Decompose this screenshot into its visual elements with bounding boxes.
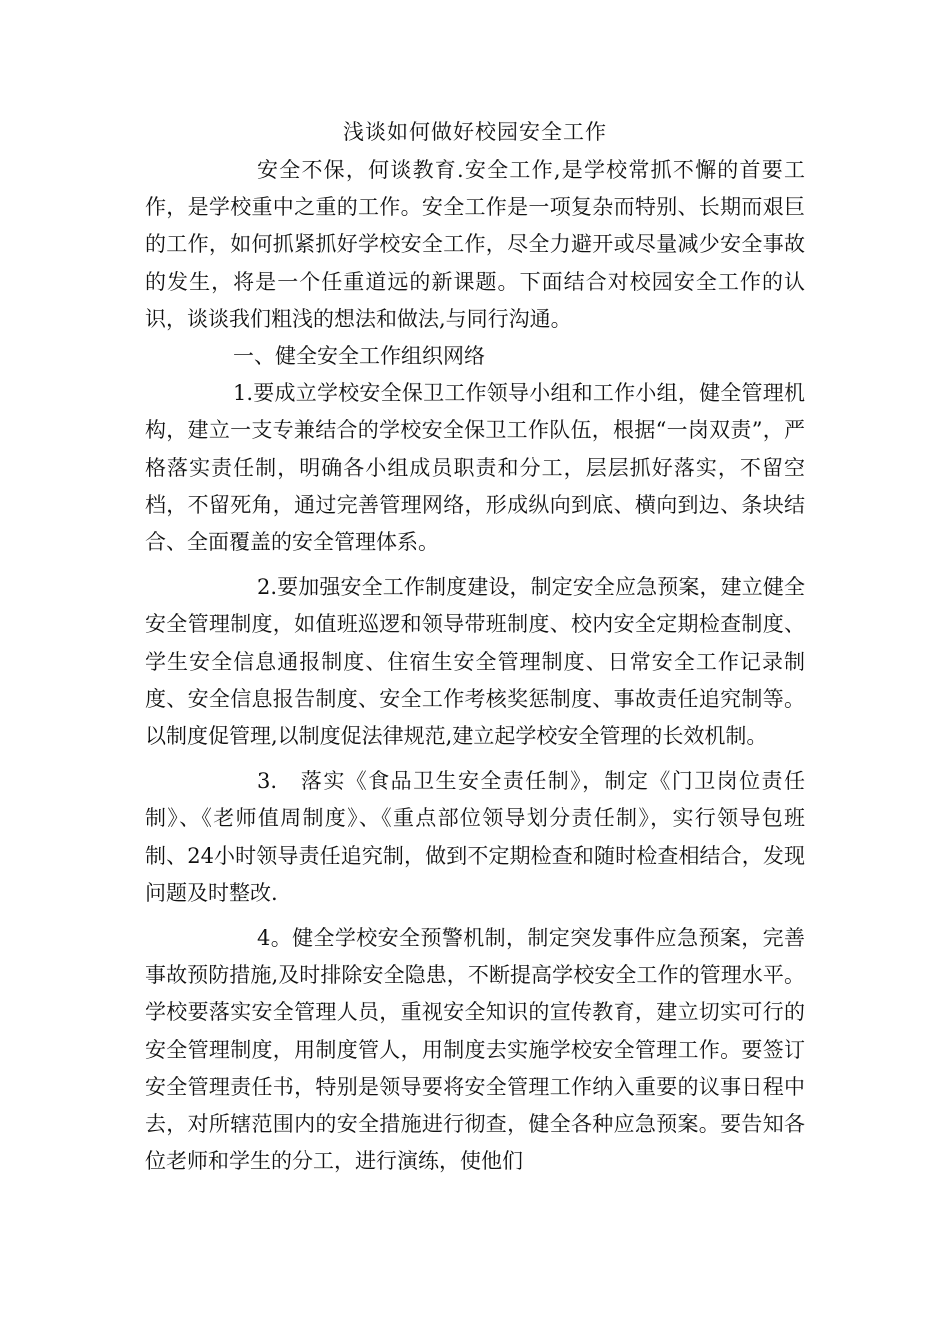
document-title: 浅谈如何做好校园安全工作 [343,120,607,144]
list-item-4: 4。健全学校安全预警机制，制定突发事件应急预案，完善事故预防措施,及时排除安全隐患，不断提高学校安全工作的管理水平。学校要落实安全管理人员，重视安全知识的宣传教育，建立切实可行的安全管理制度，用制度管人，用制度去实施学校安全管理工作。要签订安全管理责任书，特别是领导要将安全管理工作纳入重要的议事日程中去，对所辖范围内的安全措施进行彻查，健全各种应急预案。要告知各位老师和学生的分工，进行演练，使他们 [145,926,805,1174]
list-item-2: 2.要加强安全工作制度建设，制定安全应急预案，建立健全安全管理制度，如值班巡逻和领导带班制度、校内安全定期检查制度、学生安全信息通报制度、住宿生安全管理制度、日常安全工作记录制度、安全信息报告制度、安全工作考核奖惩制度、事故责任追究制等。以制度促管理,以制度促法律规范,建立起学校安全管理的长效机制。 [145,575,805,749]
intro-paragraph: 安全不保，何谈教育.安全工作,是学校常抓不懈的首要工作，是学校重中之重的工作。安全工作是一项复杂而特别、长期而艰巨的工作，如何抓紧抓好学校安全工作，尽全力避开或尽量减少安全事故的发生，将是一个任重道远的新课题。下面结合对校园安全工作的认识，谈谈我们粗浅的想法和做法,与同行沟通。 [145,158,805,331]
section-heading-1: 一、健全安全工作组织网络 [233,344,485,369]
document-body [145,152,805,1180]
list-item-3: 3. 落实《食品卫生安全责任制》，制定《门卫岗位责任制》、《老师值周制度》、《重点部位领导划分责任制》，实行领导包班制、24小时领导责任追究制，做到不定期检查和随时检查相结合，发现问题及时整改. [145,769,805,905]
list-item-1: 1.要成立学校安全保卫工作领导小组和工作小组，健全管理机构，建立一支专兼结合的学校安全保卫工作队伍，根据“一岗双责”，严格落实责任制，明确各小组成员职责和分工，层层抓好落实，不留空档，不留死角，通过完善管理网络，形成纵向到底、横向到边、条块结合、全面覆盖的安全管理体系。 [145,381,805,555]
